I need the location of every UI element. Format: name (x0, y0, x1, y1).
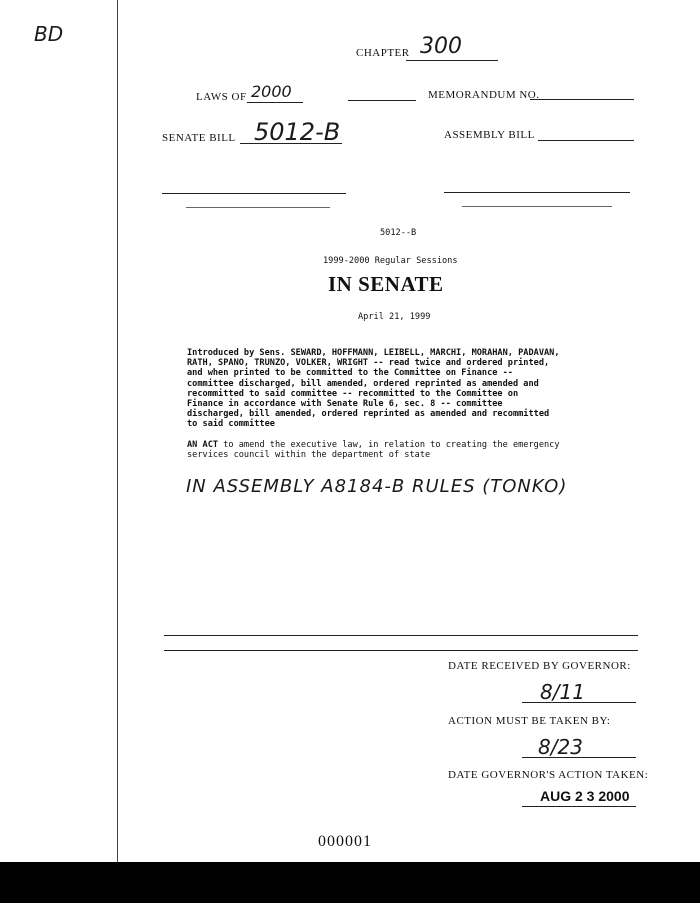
blank-line-right-1 (444, 192, 630, 193)
assembly-note: IN ASSEMBLY A8184-B RULES (TONKO) (186, 476, 568, 497)
chapter-line (406, 60, 498, 61)
chapter-value: 300 (420, 34, 462, 59)
date-received-value: 8/11 (540, 680, 585, 704)
assembly-bill-line (538, 140, 634, 141)
laws-line (247, 102, 303, 103)
laws-label: LAWS OF (196, 91, 247, 103)
chapter-label: CHAPTER (356, 47, 410, 59)
act-text: to amend the executive law, in relation to creating the emergency services council within the department of state (187, 440, 560, 461)
action-taken-value: AUG 2 3 2000 (540, 788, 630, 804)
action-by-value: 8/23 (538, 735, 583, 759)
action-taken-line (522, 806, 636, 807)
bill-number: 5012--B (380, 228, 417, 238)
action-by-label: ACTION MUST BE TAKEN BY: (448, 715, 611, 727)
bill-date: April 21, 1999 (358, 312, 431, 322)
laws-blank-line (348, 100, 416, 101)
margin-rule (117, 0, 118, 862)
act-prefix: AN ACT (187, 440, 219, 450)
act-paragraph (187, 440, 627, 460)
scan-border-bar (0, 862, 700, 903)
introduced-paragraph: Introduced by Sens. SEWARD, HOFFMANN, LEIBELL, MARCHI, MORAHAN, PADAVAN, RATH, SPANO, TRUNZO, VOLKER, WRIGHT -- read twice and ordered printed, and when printed to be committed to the Committee on Finance -- committee discharged, bill amended, ordered reprinted as amended and recommitted to said committee -- recommitted to the Committee on Finance in accordance with Senate Rule 6, sec. 8 -- committee discharged, bill amended, ordered reprinted as amended and recommitted to said committee (187, 348, 560, 430)
page-number: 000001 (318, 833, 372, 850)
blank-line-right-2 (462, 206, 612, 207)
date-received-label: DATE RECEIVED BY GOVERNOR: (448, 660, 631, 672)
laws-value: 2000 (251, 82, 292, 101)
senate-bill-value: 5012-B (254, 118, 341, 146)
action-by-line (522, 757, 636, 758)
house-title: IN SENATE (328, 272, 444, 296)
corner-mark: BD (34, 22, 64, 46)
action-taken-label: DATE GOVERNOR'S ACTION TAKEN: (448, 769, 649, 781)
senate-bill-line (240, 143, 342, 144)
senate-bill-label: SENATE BILL (162, 132, 236, 144)
blank-line-left-1 (162, 193, 346, 194)
separator-2 (164, 650, 638, 651)
date-received-line (522, 702, 636, 703)
assembly-bill-label: ASSEMBLY BILL (444, 129, 535, 141)
memorandum-line (530, 99, 634, 100)
separator-1 (164, 635, 638, 636)
blank-line-left-2 (186, 207, 330, 208)
memorandum-label: MEMORANDUM NO. (428, 89, 540, 101)
sessions: 1999-2000 Regular Sessions (323, 256, 458, 266)
